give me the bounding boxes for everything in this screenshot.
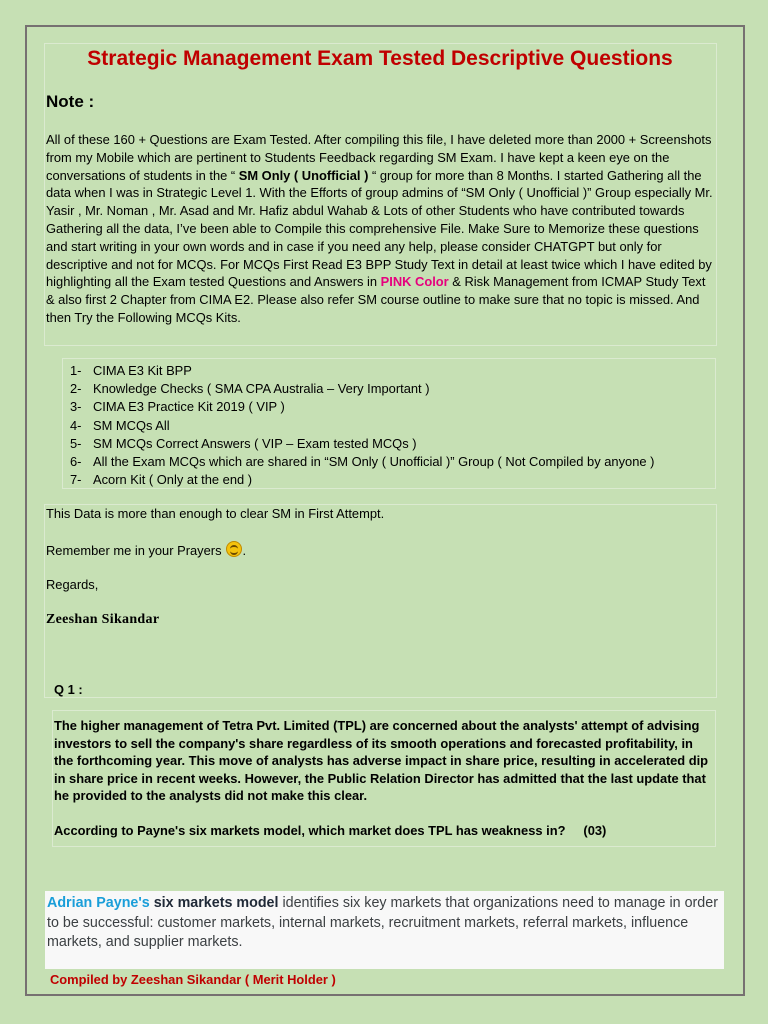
- question-marks: (03): [583, 823, 607, 838]
- list-number: 5-: [70, 435, 82, 451]
- answer-author: Adrian Payne's: [47, 895, 150, 911]
- list-item: [70, 362, 720, 380]
- regards-text: Regards,: [46, 577, 99, 592]
- intro-part2: “ group for more than 8 Months. I started Gathering all the data when I was in Strategic Level 1. With the Efforts of group admins of “SM Only ( Unofficial )” Group especially Mr. Yasir , Mr. Noman , Mr. Asad and Mr. Hafiz abdul Wahab & Lots of other Students who have contributed towards Gathering all the data, I’ve been able to Compile this comprehensive File. Make Sure to Memorize these questions and start writing in your own words and in case if you need any help, please consider CHATGPT but only for descriptive and not for MCQs. For MCQs First Read E3 BPP Study Text in detail at least twice which I have edited by highlighting all the Exam tested Questions and Answers in: [46, 167, 713, 290]
- list-text: All the Exam MCQs which are shared in “SM Only ( Unofficial )” Group ( Not Compiled by anyone ): [93, 454, 655, 470]
- intro-part1: All of these 160 + Questions are Exam Tested. After compiling this file, I have deleted more than 2000 + Screenshots from my Mobile which are pertinent to Students Feedback regarding SM Exam. I have kept a keen eye on the conversations of students in the “: [46, 132, 712, 183]
- question-text: The higher management of Tetra Pvt. Limited (TPL) are concerned about the analysts' attempt of advising investors to sell the company's share regardless of its smooth operations and forecasted profitability, in the forthcoming year. This move of analysts has adverse impact in share price, resulting in accelerated dip in share price in recent weeks. However, the Public Relation Director has admitted that the last update that he provided to the analysts did not make this clear.: [54, 718, 709, 804]
- pink-color-highlight: PINK Color: [380, 274, 449, 290]
- list-number: 7-: [70, 472, 82, 488]
- prayers-line: [46, 542, 246, 558]
- list-text: SM MCQs All: [93, 417, 170, 433]
- note-heading: Note :: [46, 92, 95, 111]
- list-text: Knowledge Checks ( SMA CPA Australia – Very Important ): [93, 381, 430, 397]
- footer-credit: Compiled by Zeeshan Sikandar ( Merit Holder ): [50, 972, 336, 987]
- group-name: SM Only ( Unofficial ): [238, 167, 369, 183]
- page-title: Strategic Management Exam Tested Descriptive Questions: [87, 47, 673, 70]
- smiling-face-icon: [226, 541, 242, 557]
- list-text: Acorn Kit ( Only at the end ): [93, 472, 253, 488]
- answer-model: six markets model: [153, 895, 279, 911]
- prayers-text: Remember me in your Prayers: [46, 542, 222, 558]
- list-number: 4-: [70, 417, 82, 433]
- answer-text: identifies six key markets that organizations need to manage in order to be successful: customer markets, internal markets, recruitment markets, referral markets, influence markets, and supplier markets.: [47, 895, 718, 951]
- list-item: [70, 471, 720, 489]
- question-label: Q 1 :: [54, 682, 83, 697]
- intro-paragraph: [46, 131, 714, 327]
- signature: Zeeshan Sikandar: [46, 612, 160, 627]
- list-number: 3-: [70, 399, 82, 415]
- list-number: 1-: [70, 363, 82, 378]
- mcq-kits-list: [70, 362, 720, 489]
- list-item: [70, 417, 720, 435]
- list-item: [70, 435, 720, 453]
- question-ask: [54, 823, 714, 838]
- list-text: CIMA E3 Kit BPP: [93, 363, 192, 378]
- list-number: 6-: [70, 454, 82, 470]
- enough-text: This Data is more than enough to clear SM in First Attempt.: [46, 506, 385, 521]
- list-item: [70, 380, 720, 398]
- list-text: CIMA E3 Practice Kit 2019 ( VIP ): [93, 399, 285, 415]
- closing-box: [44, 504, 717, 698]
- intro-part3: & Risk Management from ICMAP Study Text & also first 2 Chapter from CIMA E2. Please also refer SM course outline to make sure that no topic is missed. And then Try the Following MCQs Kits.: [46, 274, 706, 325]
- question-prompt: According to Payne's six markets model, which market does TPL has weakness in?: [54, 823, 566, 838]
- list-item: [70, 398, 720, 416]
- answer-box: [45, 891, 724, 969]
- prayers-end: .: [242, 542, 247, 558]
- list-text: SM MCQs Correct Answers ( VIP – Exam tested MCQs ): [93, 435, 417, 451]
- list-item: [70, 453, 720, 471]
- list-number: 2-: [70, 381, 82, 397]
